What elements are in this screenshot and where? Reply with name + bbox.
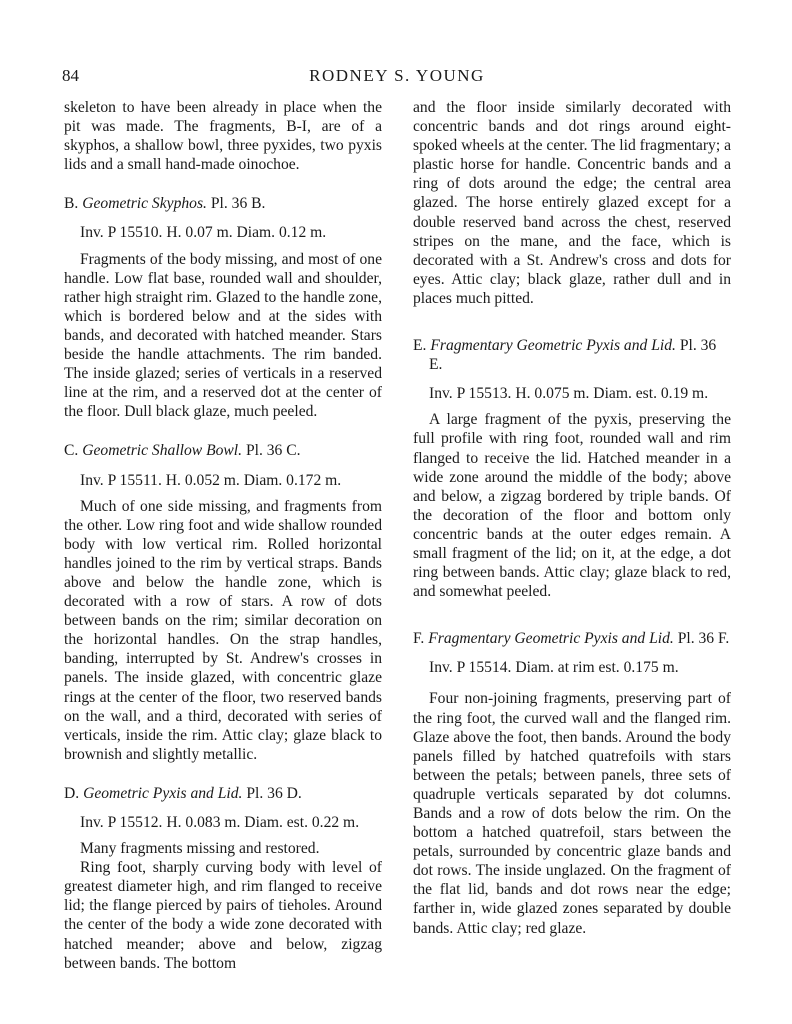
entry-f-heading	[413, 629, 731, 648]
entry-c-title: Geometric Shallow Bowl.	[82, 442, 243, 460]
entry-d-note: Many fragments missing and restored.	[80, 840, 320, 858]
entry-b-description: Fragments of the body missing, and most of one handle. Low flat base, rounded wall and shoulder, rather high straight rim. Glazed to the handle zone, which is bordered below and at the sides with bands, and decorated with hatched meander. Stars beside the handle attachments. The rim banded. The inside glazed; series of verticals in a reserved line at the rim, and a reserved dot at the center of the floor. Dull black glaze, much peeled.	[64, 250, 382, 421]
entry-b-title: Geometric Skyphos.	[82, 195, 207, 213]
entry-f-plate: Pl. 36 F.	[677, 630, 730, 648]
entry-c-plate: Pl. 36 C.	[245, 442, 301, 460]
entry-b-plate: Pl. 36 B.	[210, 195, 266, 213]
entry-e-inventory: Inv. P 15513. H. 0.075 m. Diam. est. 0.19 m.	[429, 385, 709, 403]
entry-f-title: Fragmentary Geometric Pyxis and Lid.	[428, 630, 674, 648]
entry-e-heading	[413, 336, 731, 374]
entry-c-inventory: Inv. P 15511. H. 0.052 m. Diam. 0.172 m.	[80, 471, 342, 489]
running-head: RODNEY S. YOUNG	[309, 66, 485, 85]
page-number: 84	[62, 66, 79, 85]
entry-c-heading	[64, 441, 382, 460]
entry-b-letter: B.	[64, 195, 79, 213]
entry-e-title: Fragmentary Geometric Pyxis and Lid.	[430, 337, 676, 355]
entry-b-heading	[64, 194, 382, 213]
entry-f-inventory: Inv. P 15514. Diam. at rim est. 0.175 m.	[429, 659, 679, 677]
entry-f-description: Four non-joining fragments, preserving part of the ring foot, the curved wall and the flanged rim. Glaze above the foot, then bands. Around the body panels filled by hatched quatrefoils with stars between the petals; between panels, three sets of quadruple verticals separated by dot columns. Bands and a row of dots below the rim. On the bottom a hatched quatrefoil, stars between the petals, surrounded by concentric glaze bands and dot rows. The inside unglazed. On the fragment of the flat lid, bands and dot rows near the edge; farther in, wide glazed zones separated by double bands. Attic clay; red glaze.	[413, 690, 731, 937]
entry-d-description: Ring foot, sharply curving body with level of greatest diameter high, and rim flanged to receive lid; the flange pierced by pairs of tieholes. Around the center of the body a wide zone decorated with hatched meander; above and below, zigzag between bands. The bottom	[64, 859, 382, 972]
entry-d-letter: D.	[64, 784, 80, 802]
entry-c-description: Much of one side missing, and fragments from the other. Low ring foot and wide shallow rounded body with low vertical rim. Rolled horizontal handles joined to the rim by vertical straps. Bands above and below the handle zone, which is decorated with a row of stars. A row of dots between bands on the rim; similar decoration on the horizontal handles. On the strap handles, banding, interrupted by St. Andrew's crosses in panels. The inside glazed, with concentric glaze rings at the center of the floor, two reserved bands on the wall, and a third, decorated with series of verticals, inside the rim. Attic clay; glaze black to brownish and slightly metallic.	[64, 497, 382, 763]
page-header	[62, 66, 732, 90]
entry-e-description: A large fragment of the pyxis, preserving the full profile with ring foot, rounded wall and rim flanged to receive the lid. Hatched meander in a wide zone around the middle of the body; above and below, a zigzag bordered by triple bands. Of the decoration of the floor and bottom only concentric bands at the outer edges remain. A small fragment of the lid; on it, at the edge, a dot ring between bands. Attic clay; glaze black to red, and somewhat peeled.	[413, 411, 731, 601]
entry-d-continued: and the floor inside similarly decorated with concentric bands and dot rings around eight-spoked wheels at the center. The lid fragmentary; a plastic horse for handle. Concentric bands and a ring of dots around the edge; the central area glazed. The horse entirely glazed except for a double reserved band across the chest, reserved stripes on the mane, and the face, which is decorated with a St. Andrew's cross and dots for eyes. Attic clay; black glaze, rather dull and in places much pitted.	[413, 99, 731, 307]
entry-d-plate: Pl. 36 D.	[246, 784, 302, 802]
right-column	[413, 98, 731, 938]
entry-d-inventory: Inv. P 15512. H. 0.083 m. Diam. est. 0.22 m.	[80, 814, 360, 831]
entry-e-plate: Pl. 36 E.	[429, 337, 717, 374]
entry-f-letter: F.	[413, 630, 425, 648]
entry-d-title: Geometric Pyxis and Lid.	[83, 784, 243, 802]
entry-c-letter: C.	[64, 442, 79, 460]
entry-b-inventory: Inv. P 15510. H. 0.07 m. Diam. 0.12 m.	[80, 224, 327, 242]
intro-paragraph: skeleton to have been already in place when the pit was made. The fragments, B-I, are of a skyphos, a shallow bowl, three pyxides, two pyxis lids and a small hand-made oinochoe.	[64, 99, 382, 174]
entry-d-heading	[64, 784, 382, 803]
entry-e-letter: E.	[413, 337, 427, 355]
left-column	[64, 98, 382, 973]
